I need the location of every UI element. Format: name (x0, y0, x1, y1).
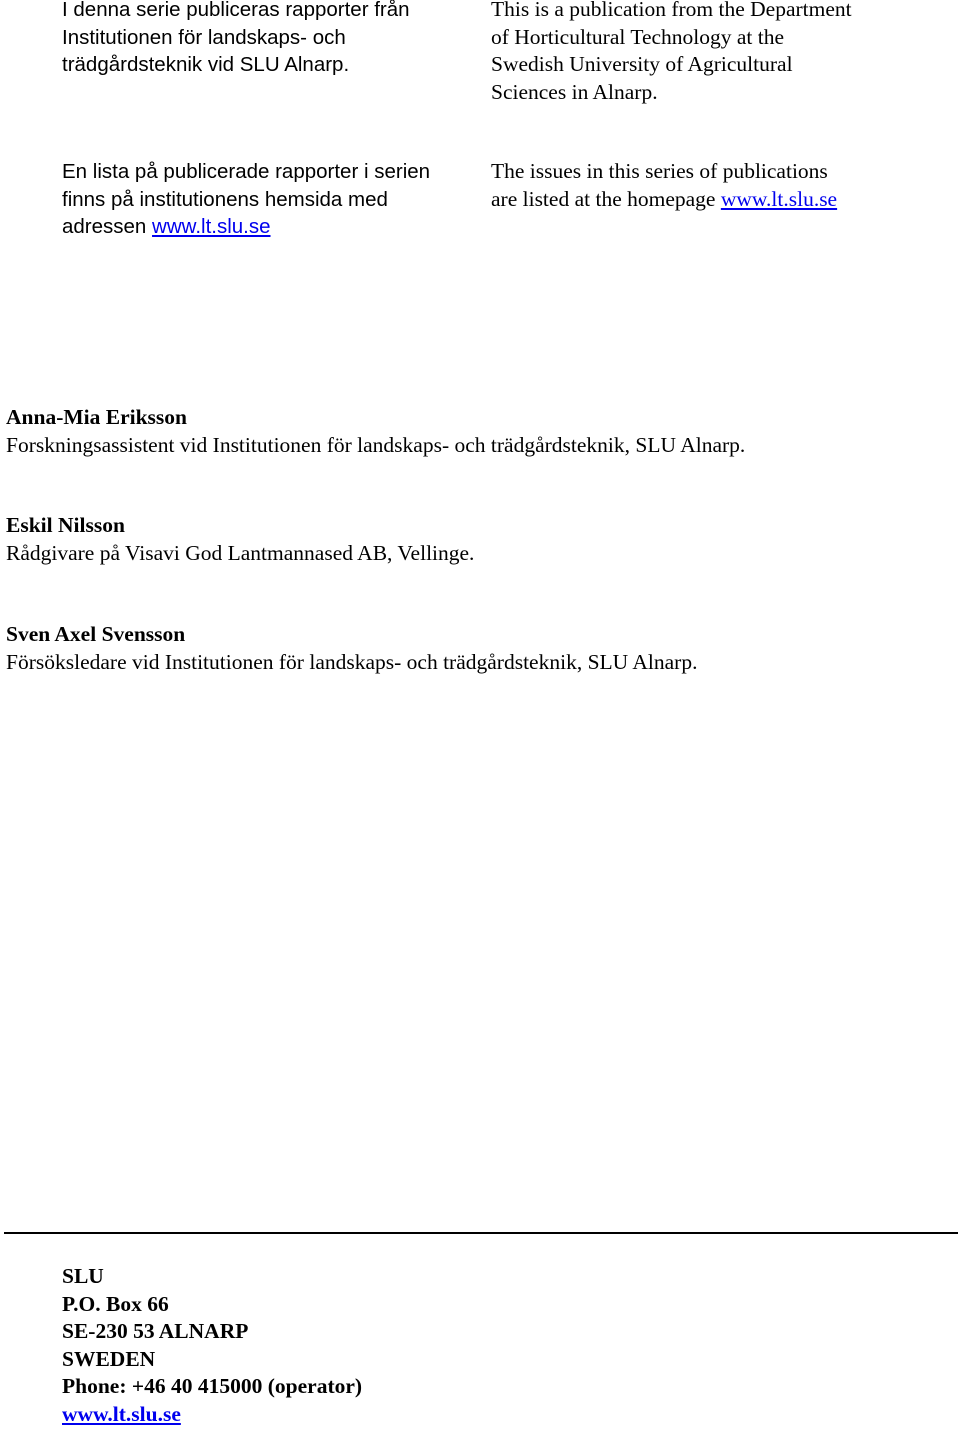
list-swedish-line: En lista på publicerade rapporter i serien (62, 160, 431, 183)
address-postal: SE-230 53 ALNARP (62, 1319, 249, 1343)
intro-swedish-line: trädgårdsteknik vid SLU Alnarp. (62, 53, 350, 76)
intro-swedish-line: Institutionen för landskaps- och (62, 25, 346, 49)
author-role: Rådgivare på Visavi God Lantmannased AB, Vellinge. (6, 541, 475, 565)
address-block (62, 1263, 662, 1428)
list-swedish-prefix: adressen (62, 215, 153, 238)
author-role: Försöksledare vid Institutionen för landskaps- och trädgårdsteknik, SLU Alnarp. (6, 650, 698, 674)
address-box: P.O. Box 66 (62, 1291, 169, 1316)
address-country: SWEDEN (62, 1346, 156, 1371)
author-role: Forskningsassistent vid Institutionen för landskaps- och trädgårdsteknik, SLU Alnarp. (6, 433, 746, 457)
author-block (6, 620, 946, 676)
address-org: SLU (62, 1264, 104, 1288)
intro-english (491, 0, 931, 106)
author-name: Sven Axel Svensson (6, 622, 186, 646)
author-block (6, 403, 946, 459)
website-link-swedish[interactable]: www.lt.slu.se (152, 215, 271, 238)
intro-swedish (62, 0, 462, 79)
intro-english-line: This is a publication from the Department (491, 0, 852, 21)
publication-list-english (491, 158, 931, 213)
list-english-prefix: are listed at the homepage (491, 186, 721, 211)
address-website-link[interactable]: www.lt.slu.se (62, 1401, 181, 1426)
intro-english-line: Swedish University of Agricultural (491, 52, 793, 76)
list-english-line: The issues in this series of publications (491, 159, 828, 183)
author-name: Anna-Mia Eriksson (6, 405, 187, 429)
website-link-english[interactable]: www.lt.slu.se (720, 186, 838, 211)
intro-english-line: Sciences in Alnarp. (491, 79, 658, 104)
intro-swedish-line: I denna serie publiceras rapporter från (62, 0, 410, 21)
list-swedish-line: finns på institutionens hemsida med (62, 187, 388, 211)
address-phone: Phone: +46 40 415000 (operator) (62, 1374, 363, 1398)
author-name: Eskil Nilsson (6, 513, 125, 537)
intro-english-line: of Horticultural Technology at the (491, 24, 785, 49)
author-block (6, 511, 946, 567)
footer-divider (4, 1232, 958, 1234)
publication-list-swedish (62, 158, 462, 241)
